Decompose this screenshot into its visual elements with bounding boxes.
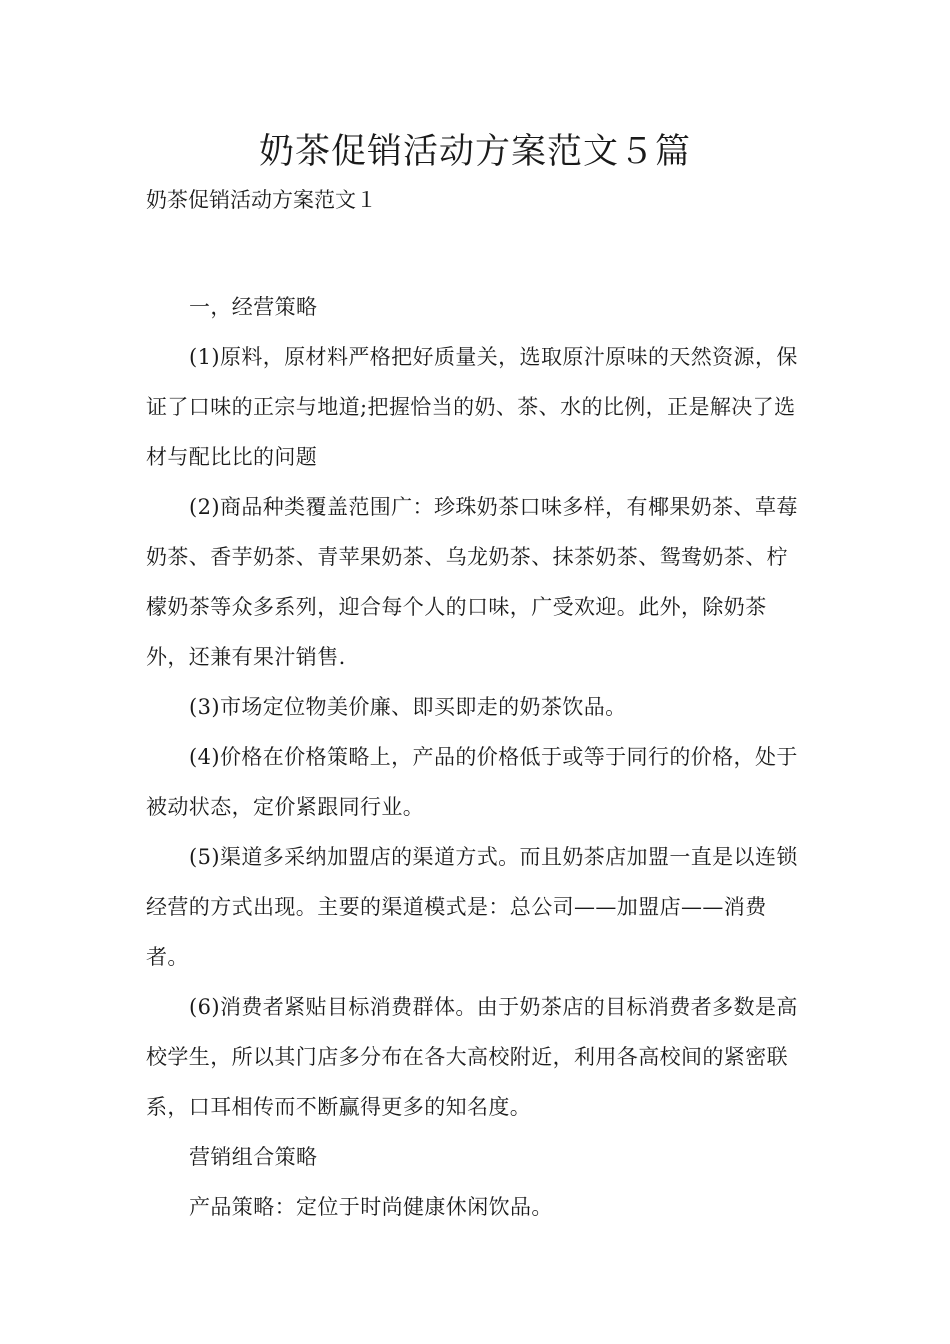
paragraph-consumers: (6)消费者紧贴目标消费群体。由于奶茶店的目标消费者多数是高校学生，所以其门店多分布在各大高校附近，利用各高校间的紧密联系，口耳相传而不断赢得更多的知名度。 (146, 995, 798, 1119)
document-subtitle: 奶茶促销活动方案范文１ (146, 188, 377, 212)
paragraph-product-strategy: 产品策略：定位于时尚健康休闲饮品。 (189, 1195, 553, 1219)
document-title: 奶茶促销活动方案范文５篇 (258, 132, 691, 172)
paragraph-channels: (5)渠道多采纳加盟店的渠道方式。而且奶茶店加盟一直是以连锁经营的方式出现。主要的渠道模式是：总公司——加盟店——消费者。 (146, 845, 798, 969)
section-heading-marketing-mix: 营销组合策略 (189, 1145, 318, 1169)
section-heading-business-strategy: 一，经营策略 (189, 295, 318, 319)
paragraph-product-range: (2)商品种类覆盖范围广：珍珠奶茶口味多样，有椰果奶茶、草莓奶茶、香芋奶茶、青苹果奶茶、乌龙奶茶、抹茶奶茶、鸳鸯奶茶、柠檬奶茶等众多系列，迎合每个人的口味，广受欢迎。此外，除奶茶外，还兼有果汁销售. (146, 495, 798, 669)
paragraph-raw-materials: (1)原料，原材料严格把好质量关，选取原汁原味的天然资源，保证了口味的正宗与地道;把握恰当的奶、茶、水的比例，正是解决了选材与配比比的问题 (146, 345, 798, 469)
document-body (146, 282, 806, 1232)
paragraph-market-positioning: (3)市场定位物美价廉、即买即走的奶茶饮品。 (189, 695, 627, 719)
paragraph-pricing: (4)价格在价格策略上，产品的价格低于或等于同行的价格，处于被动状态，定价紧跟同行业。 (146, 745, 798, 819)
